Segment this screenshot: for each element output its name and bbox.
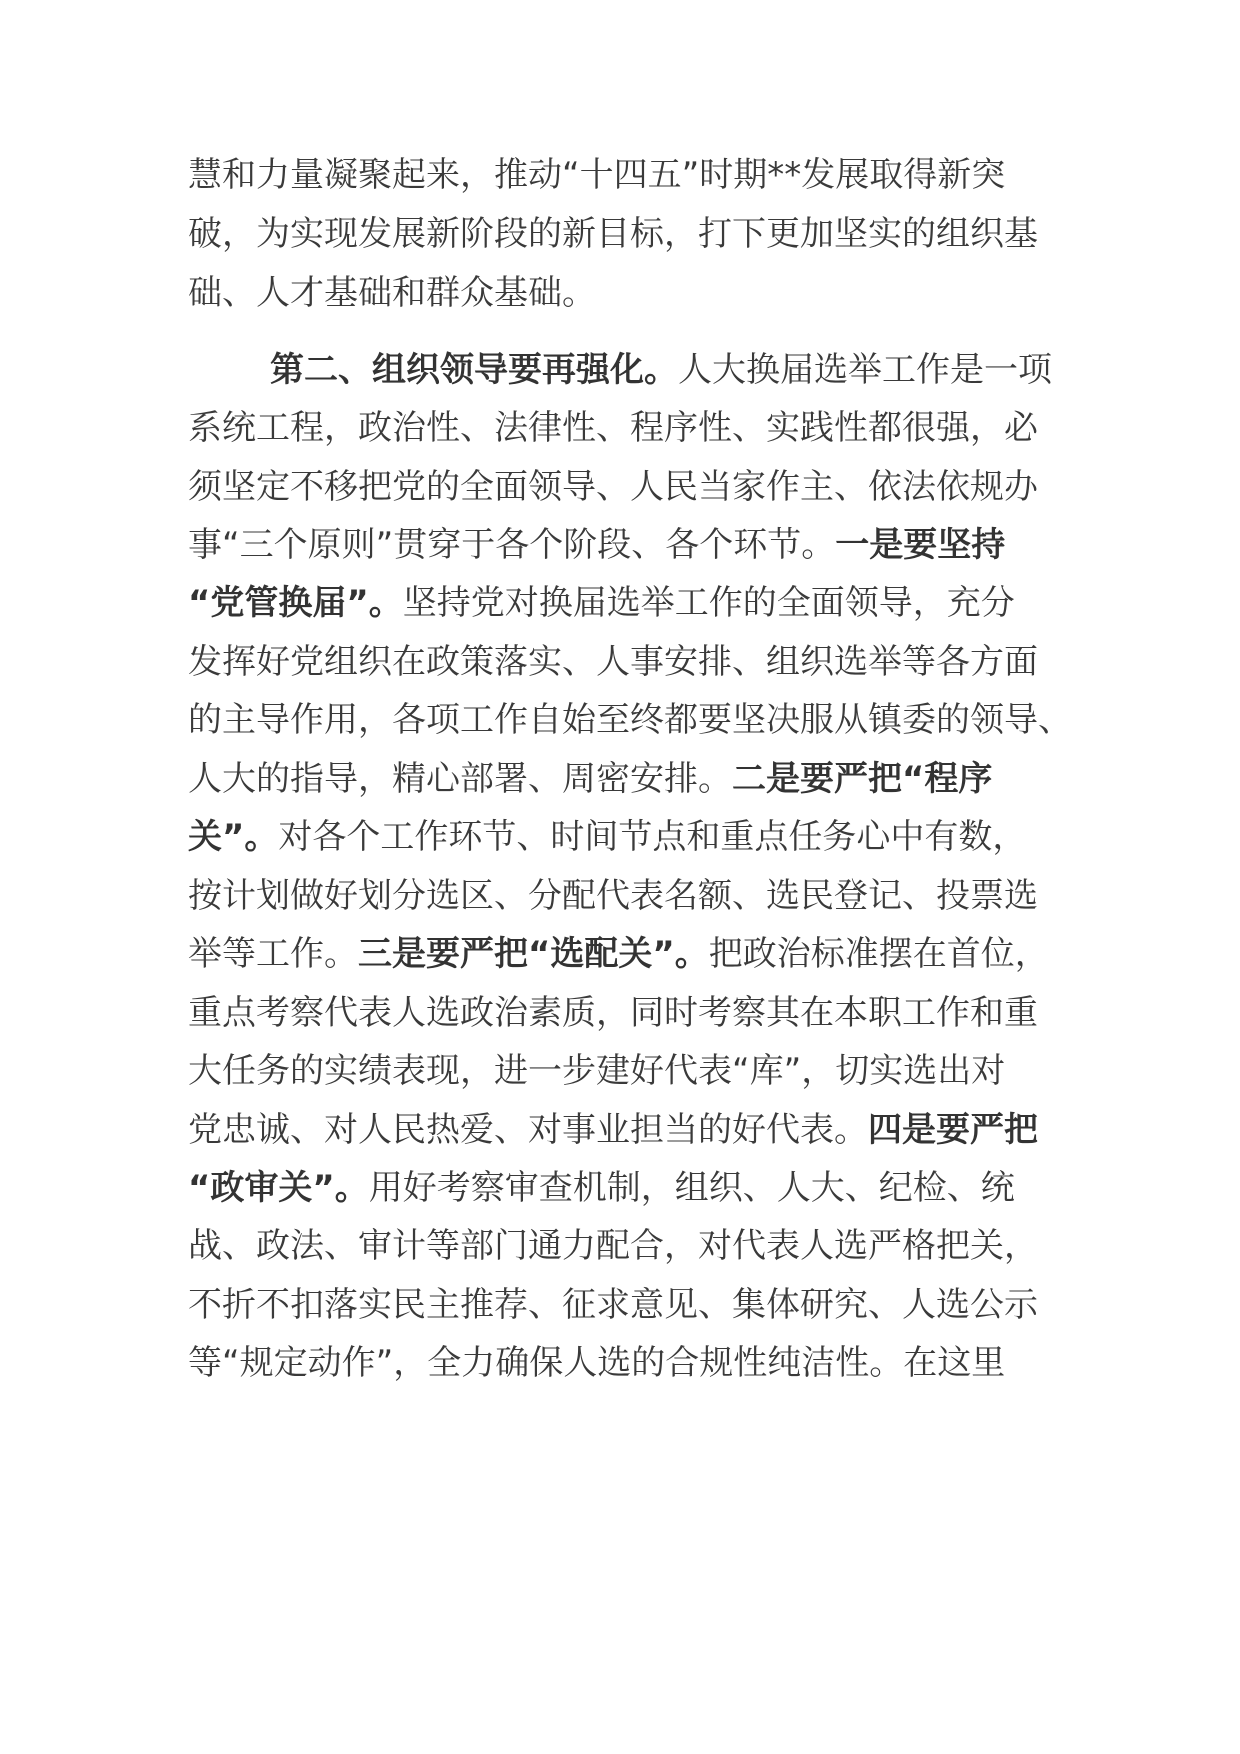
paragraph-2-line-18: 等“规定动作”，全力确保人选的合规性纯洁性。在这里 [188,1343,1006,1383]
paragraph-2-line-6: 发挥好党组织在政策落实、人事安排、组织选举等各方面 [188,642,1038,682]
paragraph-2-line-11 [188,932,1049,976]
point-heading: 关”。 [188,817,279,857]
paragraph-2-line-10: 按计划做好划分选区、分配代表名额、选民登记、投票选 [188,876,1038,916]
text-run: 对各个工作环节、时间节点和重点任务心中有数， [278,817,1027,857]
section-heading: 第二、组织领导要再强化。 [270,350,678,390]
paragraph-1-line-1: 慧和力量凝聚起来，推动“十四五”时期**发展取得新突 [188,155,1006,195]
text-run: 党忠诚、对人民热爱、对事业担当的好代表。 [188,1110,868,1150]
text-run: 把政治标准摆在首位， [708,934,1049,974]
paragraph-1-line-3: 础、人才基础和群众基础。 [188,273,596,313]
text-run: 人大的指导，精心部署、周密安排。 [188,759,732,799]
text-run: 人大换届选举工作是一项 [678,350,1052,390]
paragraph-2-line-17: 不折不扣落实民主推荐、征求意见、集体研究、人选公示 [188,1285,1038,1325]
paragraph-2-line-2: 系统工程，政治性、法律性、程序性、实践性都很强，必 [188,408,1038,448]
paragraph-2-line-4 [188,523,1005,567]
point-heading: “政审关”。 [188,1168,369,1208]
text-run: 坚持党对换届选举工作的全面领导，充分 [402,583,1015,623]
paragraph-1-line-2: 破，为实现发展新阶段的新目标，打下更加坚实的组织基 [188,214,1038,254]
paragraph-2-line-16: 战、政法、审计等部门通力配合，对代表人选严格把关， [188,1226,1038,1266]
paragraph-2-line-8 [188,757,992,801]
paragraph-2-line-12: 重点考察代表人选政治素质，同时考察其在本职工作和重 [188,993,1038,1033]
point-heading: “党管换届”。 [188,583,403,623]
point-heading: 四是要严把 [868,1110,1038,1150]
point-heading: 一是要坚持 [835,525,1006,565]
paragraph-2-line-3: 须坚定不移把党的全面领导、人民当家作主、依法依规办 [188,467,1038,507]
text-run: 举等工作。 [188,934,358,974]
text-run: 事“三个原则”贯穿于各个阶段、各个环节。 [188,525,836,565]
paragraph-2-line-5 [188,581,1015,625]
paragraph-2-line-9 [188,815,1026,859]
paragraph-2-line-15 [188,1166,1015,1210]
paragraph-2-line-1 [270,348,1052,392]
point-heading: 三是要严把“选配关”。 [358,934,709,974]
paragraph-2-line-14 [188,1108,1038,1152]
text-run: 用好考察审查机制，组织、人大、纪检、统 [368,1168,1015,1208]
paragraph-2-line-13: 大任务的实绩表现，进一步建好代表“库”，切实选出对 [188,1051,1006,1091]
point-heading: 二是要严把“程序 [732,759,993,799]
paragraph-2-line-7: 的主导作用，各项工作自始至终都要坚决服从镇委的领导、 [188,700,1072,740]
